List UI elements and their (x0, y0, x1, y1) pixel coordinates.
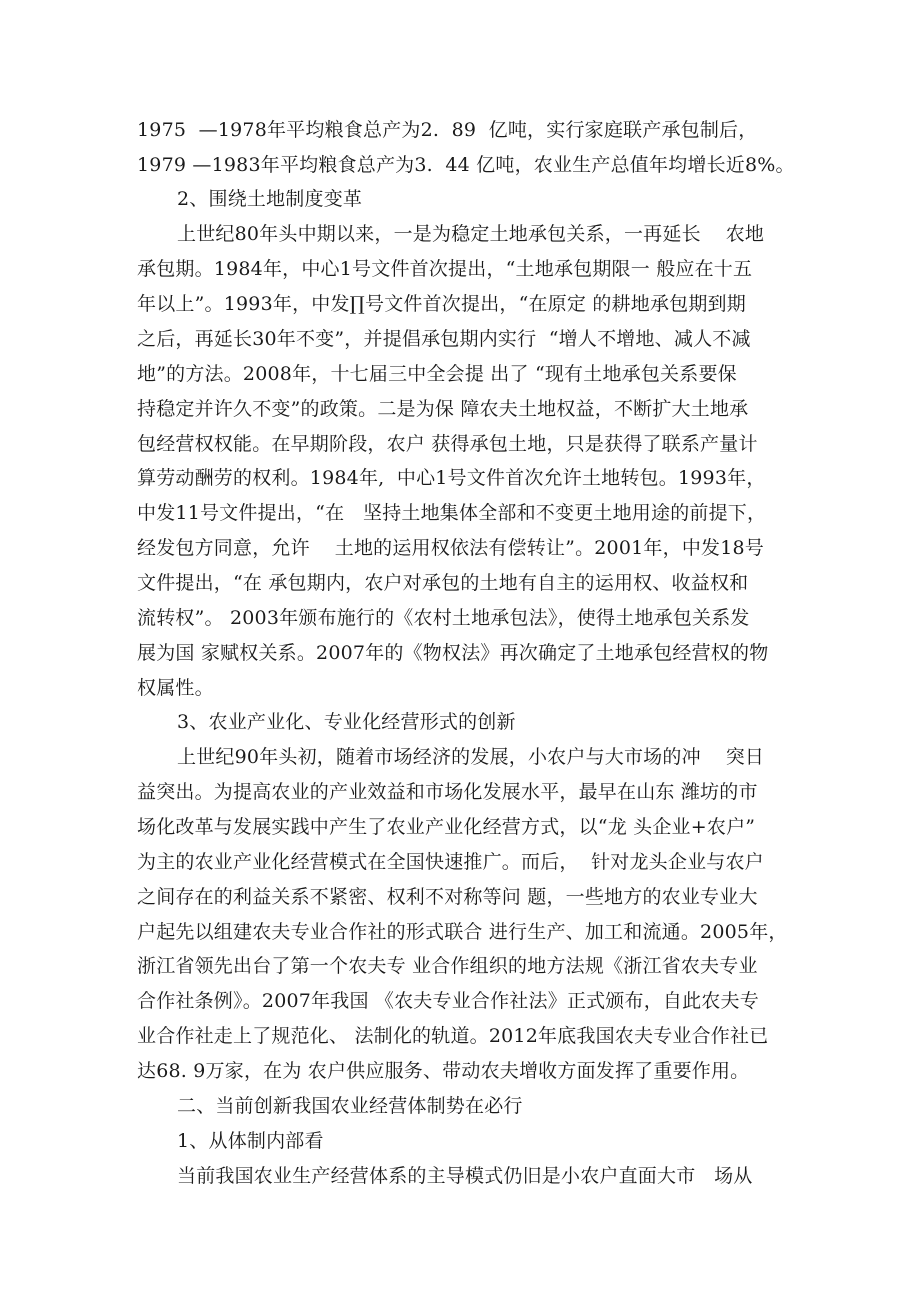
text-line: 户起先以组建农夫专业合作社的形式联合 进行生产、加工和流通。2005年， (137, 921, 788, 943)
text-line: 承包期。1984年，中心1号文件首次提出，“土地承包期限一 般应在十五 (137, 258, 753, 280)
text-line: 经发包方同意，允许 土地的运用权依法有偿转让”。2001年，中发18号 (137, 537, 765, 559)
text-line: 之间存在的利益关系不紧密、权利不对称等问 题，一些地方的农业专业大 (137, 886, 758, 908)
text-line: 浙江省领先出台了第一个农夫专 业合作组织的地方法规《浙江省农夫专业 (137, 955, 758, 977)
text-line: 上世纪90年头初，随着市场经济的发展，小农户与大市场的冲 突日 (177, 746, 765, 768)
text-line: 算劳动酬劳的权利。1984年, 中心1号文件首次允许土地转包。1993年， (137, 467, 766, 489)
text-line: 1979 —1983年平均粮食总产为3. 44 亿吨，农业生产总值年均增长近8%。 (137, 154, 795, 176)
text-line: 为主的农业产业化经营模式在全国快速推广。而后， 针对龙头企业与农户 (137, 851, 764, 873)
text-line: 达68. 9万家，在为 农户供应服务、带动农夫增收方面发挥了重要作用。 (137, 1060, 750, 1082)
text-line: 包经营权权能。在早期阶段，农户 获得承包土地，只是获得了联系产量计 (137, 433, 758, 455)
text-line: 业合作社走上了规范化、 法制化的轨道。2012年底我国农夫专业合作社已 (137, 1025, 769, 1047)
text-line: 年以上”。1993年，中发∏号文件首次提出，“在原定 的耕地承包期到期 (137, 293, 746, 315)
text-line: 场化改革与发展实践中产生了农业产业化经营方式，以“龙 头企业+农户” (137, 816, 756, 838)
text-line: 上世纪80年头中期以来，一是为稳定土地承包关系，一再延长 农地 (177, 223, 765, 245)
section-heading: 1、从体制内部看 (177, 1130, 324, 1152)
text-line: 1975 —1978年平均粮食总产为2. 89 亿吨，实行家庭联产承包制后， (137, 119, 758, 141)
text-line: 文件提出，“在 承包期内，农户对承包的土地有自主的运用权、收益权和 (137, 572, 749, 594)
text-line: 之后，再延长30年不变”，并提倡承包期内实行 “增人不增地、减人不减 (137, 328, 751, 350)
text-line: 合作社条例》。2007年我国 《农夫专业合作社法》正式颁布，自此农夫专 (137, 990, 759, 1012)
text-line: 流转权”。 2003年颁布施行的《农村土地承包法》，使得土地承包关系发 (137, 607, 750, 629)
text-line: 持稳定并许久不变”的政策。二是为保 障农夫土地权益，不断扩大土地承 (137, 398, 749, 420)
section-heading: 3、农业产业化、专业化经营形式的创新 (177, 711, 516, 733)
text-line: 权属性。 (137, 677, 214, 699)
text-line: 益突出。为提高农业的产业效益和市场化发展水平，最早在山东 潍坊的市 (137, 781, 758, 803)
section-heading: 二、当前创新我国农业经营体制势在必行 (177, 1095, 523, 1117)
text-line: 当前我国农业生产经营体系的主导模式仍旧是小农户直面大市 场从 (177, 1165, 753, 1187)
text-line: 中发11号文件提出，“在 坚持土地集体全部和不变更土地用途的前提下， (137, 502, 767, 524)
text-line: 展为国 家赋权关系。2007年的《物权法》再次确定了土地承包经营权的物 (137, 642, 769, 664)
section-heading: 2、围绕土地制度变革 (177, 188, 363, 210)
text-line: 地”的方法。2008年，十七届三中全会提 出了 “现有土地承包关系要保 (137, 363, 737, 385)
